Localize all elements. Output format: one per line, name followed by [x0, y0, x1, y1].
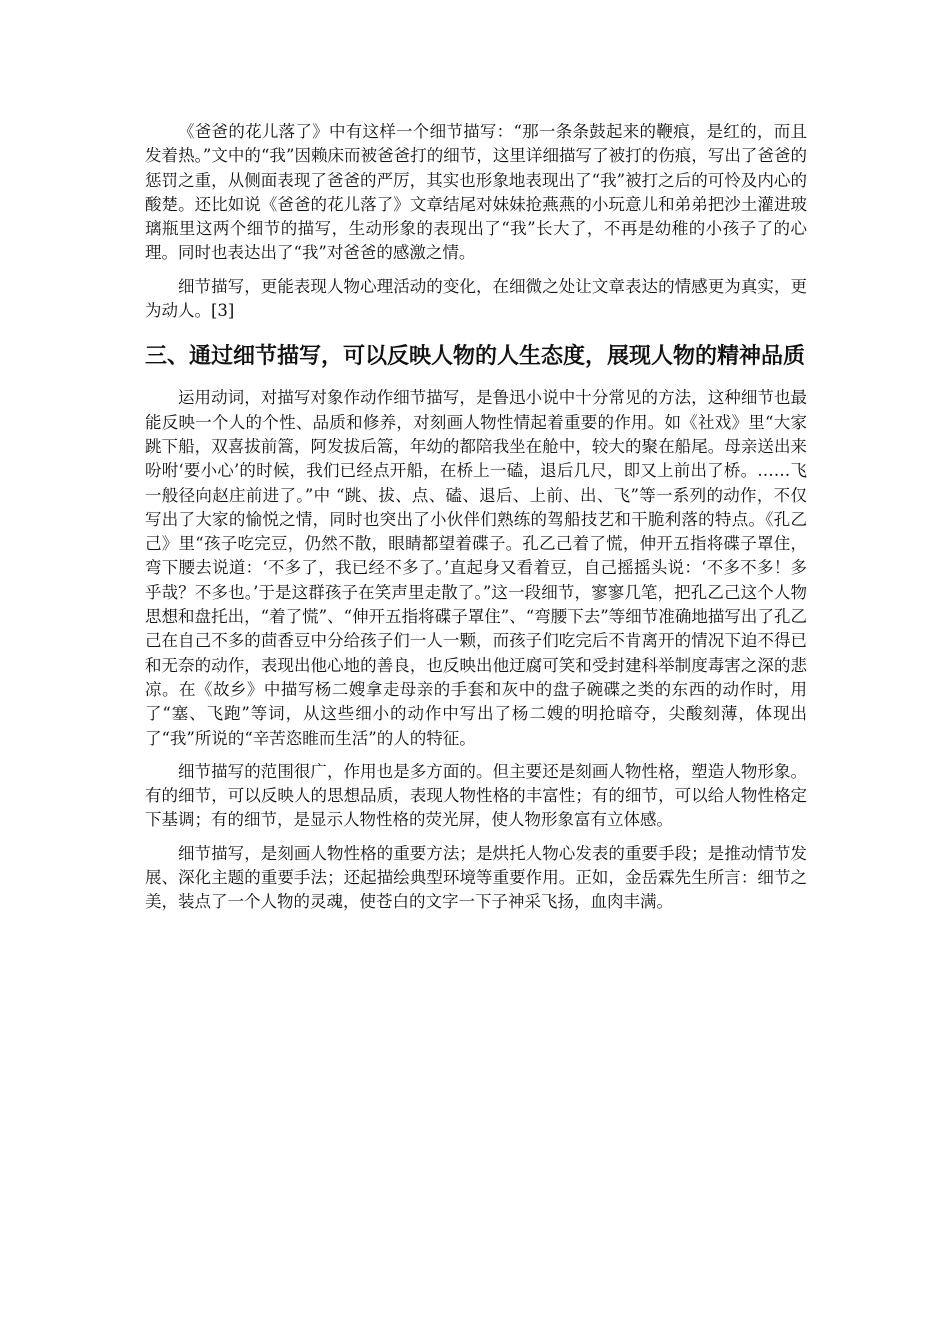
body-paragraph: 细节描写，是刻画人物性格的重要方法；是烘托人物心发表的重要手段；是推动情节发展、深化主题的重要手法；还起描绘典型环境等重要作用。正如，金岳霖先生所言：细节之美，装点了一个人物的灵魂，使苍白的文字一下子神采飞扬，血肉丰满。 [145, 843, 807, 912]
document-page [145, 120, 807, 924]
body-paragraph: 细节描写，更能表现人物心理活动的变化，在细微之处让文章表达的情感更为真实，更为动人。[3] [145, 276, 807, 321]
body-paragraph: 细节描写的范围很广，作用也是多方面的。但主要还是刻画人物性格，塑造人物形象。有的细节，可以反映人的思想品质，表现人物性格的丰富性；有的细节，可以给人物性格定下基调；有的细节，是显示人物性格的荧光屏，使人物形象富有立体感。 [145, 761, 807, 830]
section-heading: 三、通过细节描写，可以反映人物的人生态度，展现人物的精神品质 [145, 344, 806, 370]
body-paragraph: 《爸爸的花儿落了》中有这样一个细节描写：“那一条条鼓起来的鞭痕，是红的，而且发着热。”文中的“我”因赖床而被爸爸打的细节，这里详细描写了被打的伤痕，写出了爸爸的惩罚之重，从侧面表现了爸爸的严厉，其实也形象地表现出了“我”被打之后的可怜及内心的酸楚。还比如说《爸爸的花儿落了》文章结尾对妹妹抢燕燕的小玩意儿和弟弟把沙土灌进玻璃瓶里这两个细节的描写，生动形象的表现出了“我”长大了，不再是幼稚的小孩子了的心理。同时也表达出了“我”对爸爸的感激之情。 [145, 122, 807, 263]
body-paragraph: 运用动词，对描写对象作动作细节描写，是鲁迅小说中十分常见的方法，这种细节也最能反映一个人的个性、品质和修养，对刻画人物性情起着重要的作用。如《社戏》里“大家跳下船，双喜拔前篙，阿发拔后篙，年幼的都陪我坐在舱中，较大的聚在船尾。母亲送出来吩咐‘要小心’的时候，我们已经点开船，在桥上一磕，退后几尺，即又上前出了桥。……飞一般径向赵庄前进了。”中 “跳、拔、点、磕、退后、上前、出、飞”等一系列的动作，不仅写出了大家的愉悦之情，同时也突出了小伙伴们熟练的驾船技艺和干脆利落的特点。《孔乙己》里“孩子吃完豆，仍然不散，眼睛都望着碟子。孔乙己着了慌，伸开五指将碟子罩住，弯下腰去说道：‘不多了，我已经不多了。’直起身又看着豆，自己摇摇头说：‘不多不多！多乎哉？不多也。’于是这群孩子在笑声里走散了。”这一段细节，寥寥几笔，把孔乙己这个人物思想和盘托出，“着了慌”、“伸开五指将碟子罩住”、“弯腰下去”等细节准确地描写出了孔乙己在自己不多的茴香豆中分给孩子们一人一颗，而孩子们吃完后不肯离开的情况下迫不得已和无奈的动作，表现出他心地的善良，也反映出他迂腐可笑和受封建科举制度毒害之深的悲凉。在《故乡》中描写杨二嫂拿走母亲的手套和灰中的盘子碗碟之类的东西的动作时，用了“塞、飞跑”等词，从这些细小的动作中写出了杨二嫂的明抢暗夺，尖酸刻薄，体现出了“我”所说的“辛苦恣睢而生活”的人的特征。 [145, 388, 807, 748]
